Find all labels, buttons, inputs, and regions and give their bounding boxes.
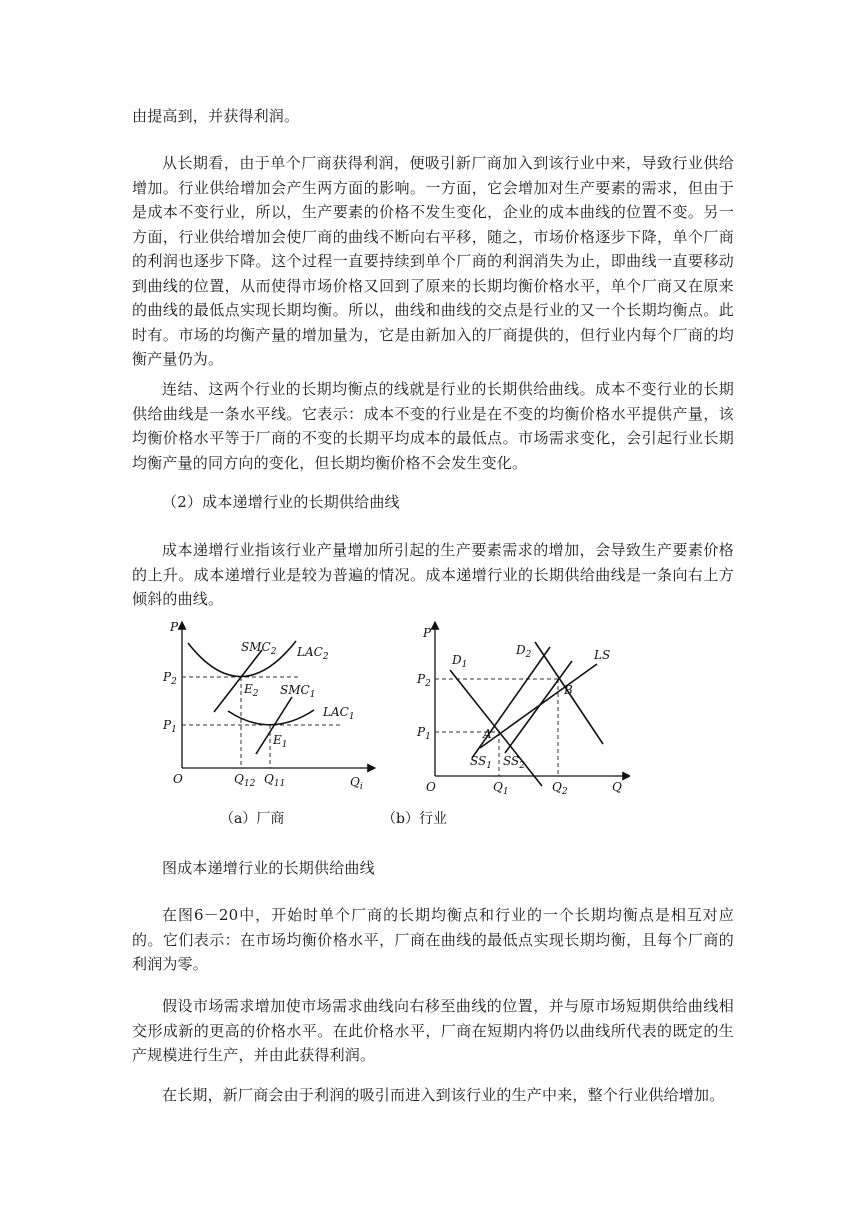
panel-a-p2-label: $P_2$	[163, 670, 177, 687]
panel-a-p1-label: $P_1$	[163, 718, 177, 735]
panel-b-q-label: Q	[612, 780, 622, 794]
figure-svg	[150, 608, 630, 840]
e2-label: $E_2$	[244, 682, 259, 699]
ss1-label: $SS_1$	[470, 754, 492, 771]
d1-label: $D_1$	[452, 653, 468, 670]
e1-label: $E_1$	[273, 733, 288, 750]
paragraph-long-term: 在长期，新厂商会由于利润的吸引而进入到该行业的生产中来，整个行业供给增加。	[162, 1086, 725, 1104]
figure-increasing-cost	[150, 608, 630, 840]
section-heading: （2）成本递增行业的长期供给曲线	[162, 493, 400, 511]
paragraph-supply-curve: 连结、这两个行业的长期均衡点的线就是行业的长期供给曲线。成本不变行业的长期供给曲线是一条水平线。它表示：成本不变的行业是在不变的均衡价格水平提供产量，该均衡价格水平等于厂商的不变的长期平均成本的最低点。市场需求变化，会引起行业长期均衡产量的同方向的变化，但长期均衡价格不会发生变化。	[132, 380, 734, 472]
panel-b-axis-p: P	[423, 626, 432, 640]
panel-b-p1-label: $P_1$	[417, 725, 431, 742]
lac1-label: $LAC_1$	[323, 705, 355, 722]
figure-caption: 图成本递增行业的长期供给曲线	[162, 859, 375, 877]
panel-b-caption: （b）行业	[382, 811, 447, 827]
d1-curve	[450, 670, 542, 786]
smc2-label: $SMC_2$	[241, 640, 277, 657]
paragraph-increasing-cost: 成本递增行业指该行业产量增加所引起的生产要素需求的增加，会导致生产要素价格的上升。成本递增行业是较为普遍的情况。成本递增行业的长期供给曲线是一条向右上方倾斜的曲线。	[132, 541, 734, 608]
q11-label: $Q_{11}$	[264, 772, 286, 789]
smc1-label: $SMC_1$	[280, 683, 316, 700]
q12-label: $Q_{12}$	[234, 772, 256, 789]
paragraph-long-run: 从长期看，由于单个厂商获得利润，便吸引新厂商加入到该行业中来，导致行业供给增加。行业供给增加会产生两方面的影响。一方面，它会增加对生产要素的需求，但由于是成本不变行业，所以，生产要素的价格不发生变化，企业的成本曲线的位置不变。另一方面，行业供给增加会使厂商的曲线不断向右平移，随之，市场价格逐步下降，单个厂商的利润也逐步下降。这个过程一直要持续到单个厂商的利润消失为止，即曲线一直要移动到曲线的位置，从而使得市场价格又回到了原来的长期均衡价格水平，单个厂商又在原来的曲线的最低点实现长期均衡。所以，曲线和曲线的交点是行业的又一个长期均衡点。此时有。市场的均衡产量的增加量为，它是由新加入的厂商提供的，但行业内每个厂商的均衡产量仍为。	[132, 154, 734, 368]
panel-a-caption: （a）厂商	[220, 811, 285, 827]
panel-a-axis-p: P	[170, 620, 179, 634]
panel-a-origin: O	[173, 772, 183, 786]
point-a-label: A	[483, 727, 492, 741]
d2-label: $D_2$	[516, 643, 532, 660]
panel-b-origin: O	[426, 780, 436, 794]
panel-b-p2-label: $P_2$	[417, 672, 431, 689]
q2-label: $Q_2$	[552, 780, 568, 797]
point-b-label: B	[564, 683, 573, 697]
ss1-curve	[472, 647, 550, 758]
smc2-curve	[214, 650, 262, 712]
paragraph-figure-explain: 在图6－20中，开始时单个厂商的长期均衡点和行业的一个长期均衡点是相互对应的。它们表示：在市场均衡价格水平，厂商在曲线的最低点实现长期均衡，且每个厂商的利润为零。	[132, 906, 734, 973]
paragraph-demand-shift: 假设市场需求增加使市场需求曲线向右移至曲线的位置，并与原市场短期供给曲线相交形成新的更高的价格水平。在此价格水平，厂商在短期内将仍以曲线所代表的既定的生产规模进行生产，并由此获得利润。	[132, 997, 734, 1064]
ss2-label: $SS_2$	[503, 754, 525, 771]
q1-label: $Q_1$	[493, 780, 509, 797]
paragraph-0: 由提高到，并获得利润。	[132, 107, 300, 125]
panel-a-q-label: $Q_i$	[350, 775, 363, 792]
panel-a	[162, 620, 375, 827]
lac2-label: $LAC_2$	[297, 645, 329, 662]
ss2-curve	[505, 661, 572, 753]
panel-b	[382, 622, 630, 827]
ls-label: LS	[594, 648, 611, 662]
